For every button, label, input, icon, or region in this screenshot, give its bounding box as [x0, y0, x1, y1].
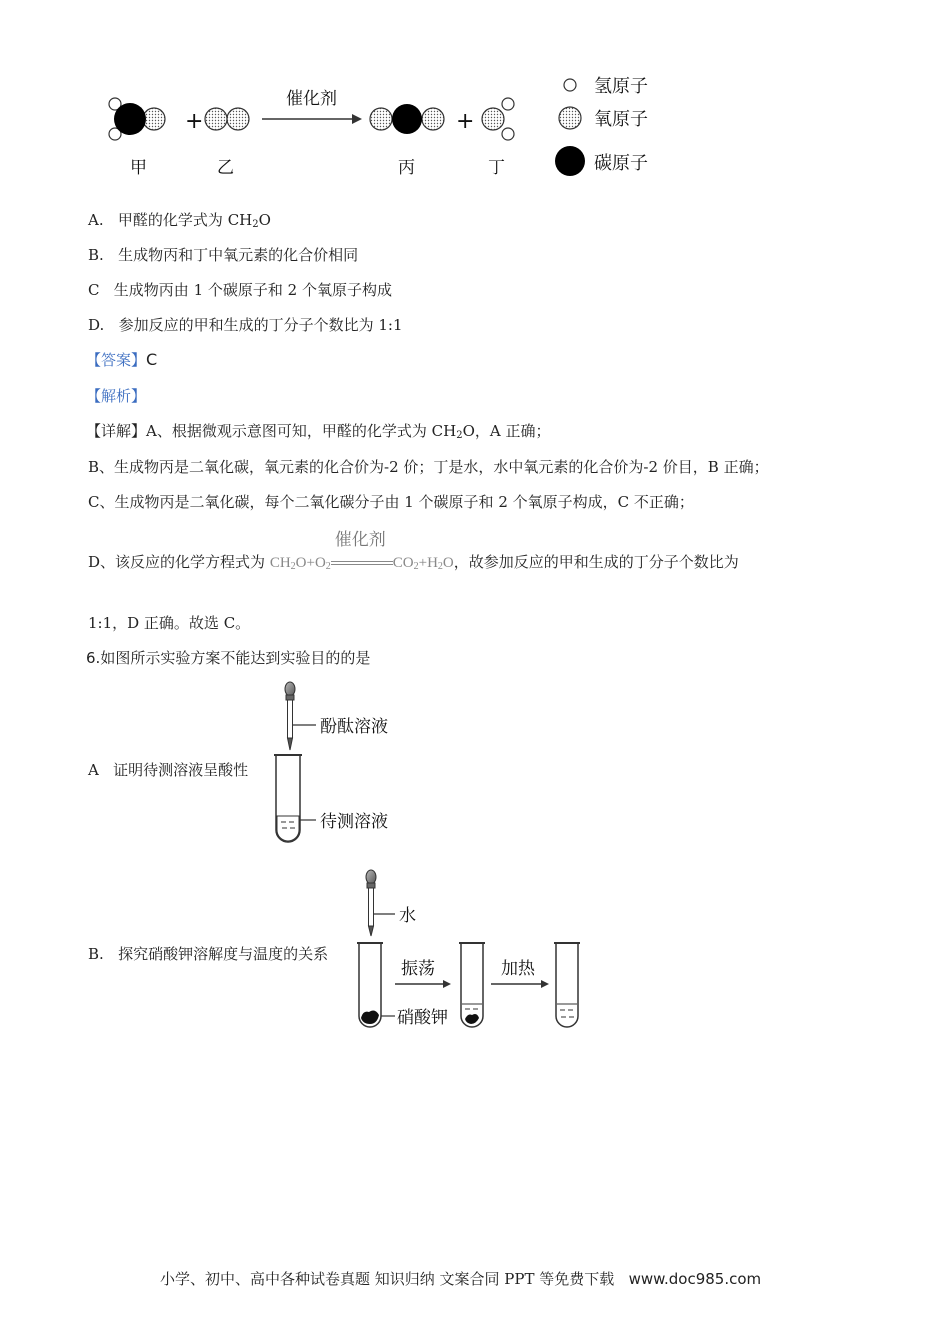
analysis-line-3: C、生成物丙是二氧化碳，每个二氧化碳分子由 1 个碳原子和 2 个氧原子构成，C 不正确； — [88, 493, 694, 511]
test-tube-2-icon — [459, 943, 485, 1027]
molecule-jia — [109, 98, 165, 140]
eq-part: CO — [392, 555, 414, 571]
dropper-icon — [366, 870, 376, 936]
plus-sign: + — [185, 109, 204, 134]
molecule-ding — [482, 98, 514, 140]
q6-option-a — [88, 760, 248, 780]
legend-carbon: 碳原子 — [594, 153, 648, 174]
option-text: 参加反应的甲和生成的丁分子个数比为 1:1 — [118, 316, 403, 334]
analysis-line-1 — [86, 421, 550, 441]
option-prefix: A — [88, 761, 99, 779]
hydrogen-atom-icon — [564, 79, 576, 91]
option-text: 甲醛的化学式为 CH — [117, 211, 253, 229]
experiment-b-figure — [355, 866, 595, 1034]
q6-option-b — [88, 944, 328, 964]
option-b — [88, 245, 358, 265]
option-prefix: B. — [88, 246, 104, 264]
eq-part: O+O — [295, 555, 326, 571]
oxygen-atom-icon — [559, 107, 581, 129]
subscript: 2 — [437, 561, 443, 572]
subscript: 2 — [290, 561, 296, 572]
subscript: 2 — [325, 561, 331, 572]
chemical-equation — [269, 529, 454, 572]
label-yi: 乙 — [217, 158, 234, 178]
option-text: 探究硝酸钾溶解度与温度的关系 — [118, 945, 329, 963]
analysis-line-2: B、生成物丙是二氧化碳，氧元素的化合价为-2 价；丁是水，水中氧元素的化合价为-2 价目，B 正确； — [88, 458, 769, 476]
option-prefix: A. — [88, 211, 104, 229]
question-text: 如图所示实验方案不能达到实验目的的是 — [100, 649, 371, 667]
test-tube-1-icon — [357, 943, 383, 1027]
eq-arrow — [331, 529, 393, 571]
option-prefix: D. — [88, 316, 105, 334]
analysis-line-5: 1:1，D 正确。故选 C。 — [88, 614, 251, 632]
test-tube-3-icon — [554, 943, 580, 1027]
option-prefix: C — [88, 281, 100, 299]
detail-label: 【详解】 — [86, 422, 147, 440]
subscript: 2 — [252, 219, 259, 230]
legend-hydrogen: 氢原子 — [594, 76, 648, 97]
answer-value: C — [146, 350, 158, 369]
analysis-line-4 — [88, 529, 739, 573]
option-a — [88, 210, 271, 230]
step1-label: 振荡 — [401, 959, 435, 979]
legend — [555, 76, 648, 176]
analysis-text: A、根据微观示意图可知，甲醛的化学式为 CH — [146, 422, 457, 440]
footer-text: 小学、初中、高中各种试卷真题 知识归纳 文案合同 PPT 等免费下载 — [160, 1270, 615, 1288]
dropper-label: 酚酞溶液 — [320, 717, 388, 737]
option-d — [88, 315, 403, 335]
plus-sign: + — [456, 109, 475, 134]
option-text: 生成物丙和丁中氧元素的化合价相同 — [118, 246, 359, 264]
step2-label: 加热 — [501, 959, 535, 979]
catalyst-label: 催化剂 — [286, 89, 337, 109]
eq-part: O — [442, 555, 454, 571]
reaction-diagram — [100, 68, 680, 188]
eq-part: +H — [418, 555, 438, 571]
molecule-bing — [370, 104, 444, 134]
label-jia: 甲 — [130, 158, 147, 178]
question-number: 6. — [86, 649, 101, 667]
eq-part: CH — [269, 555, 291, 571]
reaction-arrow — [262, 114, 362, 124]
analysis-text: ，故参加反应的甲和生成的丁分子个数比为 — [453, 553, 739, 571]
tube-label: 待测溶液 — [320, 812, 388, 832]
subscript: 2 — [456, 430, 463, 441]
label-bing: 丙 — [398, 158, 415, 178]
option-c — [88, 280, 392, 300]
solid-label: 硝酸钾 — [397, 1008, 448, 1028]
legend-oxygen: 氧原子 — [594, 109, 648, 130]
subscript: 2 — [413, 561, 419, 572]
dropper-label: 水 — [399, 906, 416, 926]
answer-line — [86, 350, 157, 370]
option-prefix: B. — [88, 945, 104, 963]
option-text: 证明待测溶液呈酸性 — [113, 761, 249, 779]
analysis-text: O，A 正确； — [462, 422, 551, 440]
answer-label: 【答案】 — [86, 351, 147, 369]
footer — [160, 1268, 761, 1289]
dropper-icon — [285, 682, 295, 750]
experiment-a-figure — [268, 678, 408, 846]
footer-link[interactable]: www.doc985.com — [628, 1270, 762, 1288]
question-6-title — [86, 648, 370, 668]
analysis-label: 【解析】 — [86, 387, 147, 405]
option-text-tail: O — [258, 211, 271, 229]
carbon-atom-icon — [555, 146, 585, 176]
analysis-text: D、该反应的化学方程式为 — [88, 553, 266, 571]
molecule-yi — [205, 108, 249, 130]
test-tube-icon — [274, 755, 302, 842]
eq-catalyst: 催化剂 — [334, 529, 386, 550]
label-ding: 丁 — [488, 158, 505, 178]
option-text: 生成物丙由 1 个碳原子和 2 个氧原子构成 — [113, 281, 392, 299]
